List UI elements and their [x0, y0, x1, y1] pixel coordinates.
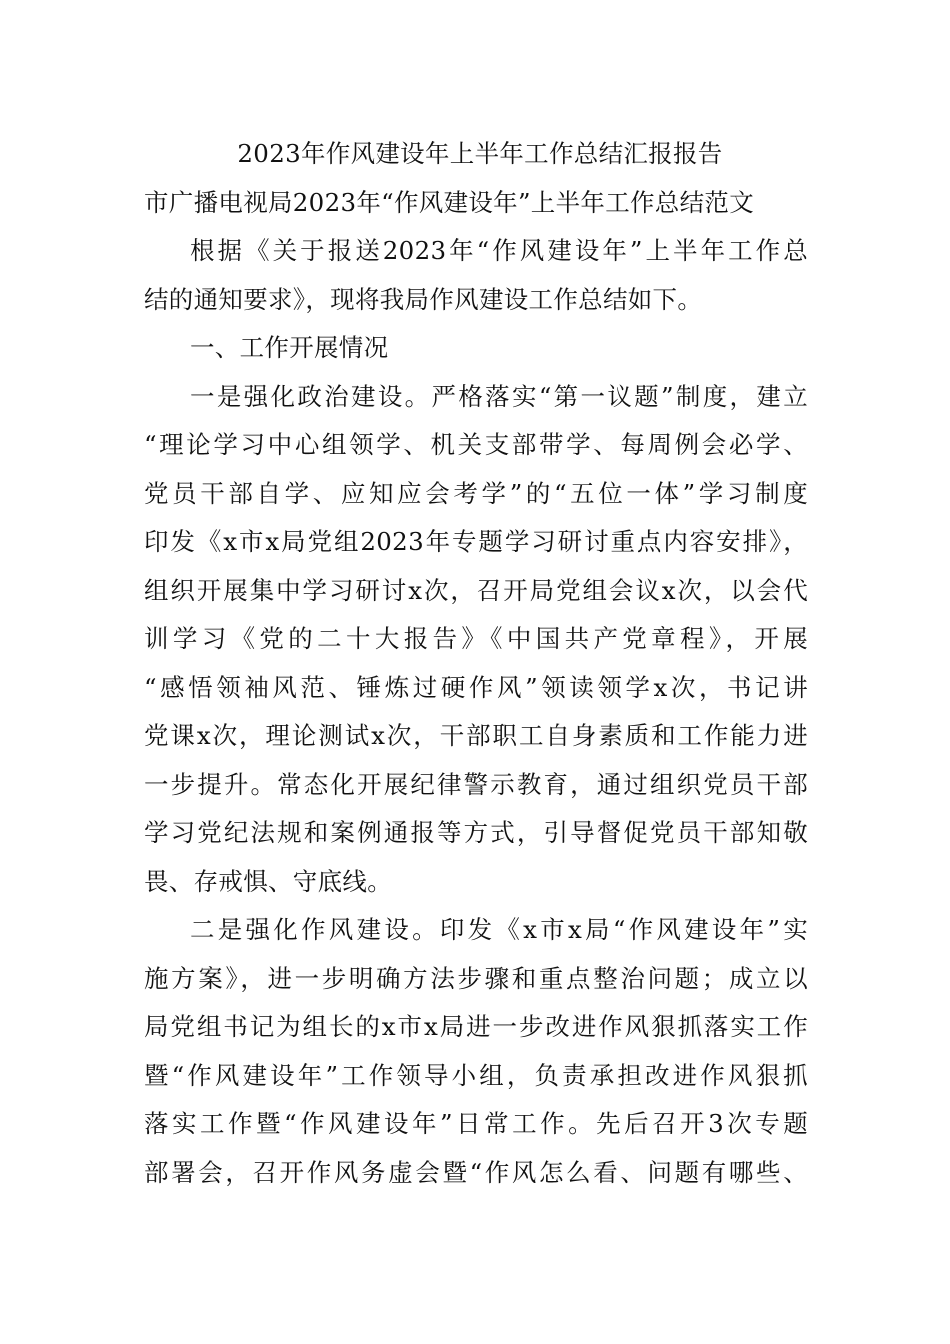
paragraph-line: 训学习《党的二十大报告》《中国共产党章程》，开展 [144, 624, 808, 653]
paragraph-line: 结的通知要求》，现将我局作风建设工作总结如下。 [144, 284, 703, 314]
paragraph-line: “感悟领袖风范、锤炼过硬作风”领读领学x次，书记讲 [144, 672, 808, 702]
paragraph-line: 学习党纪法规和案例通报等方式，引导督促党员干部知敬 [144, 818, 808, 847]
paragraph-line: 组织开展集中学习研讨x次，召开局党组会议x次，以会代 [144, 575, 808, 605]
paragraph-line: 党员干部自学、应知应会考学”的“五位一体”学习制度 [144, 478, 808, 508]
document-body [144, 130, 808, 1197]
paragraph-line: 印发《x市x局党组2023年专题学习研讨重点内容安排》， [144, 527, 808, 556]
paragraph-line: 局党组书记为组长的x市x局进一步改进作风狠抓落实工作 [144, 1012, 808, 1041]
section-heading: 一、工作开展情况 [190, 333, 389, 362]
paragraph-line: 根据《关于报送2023年“作风建设年”上半年工作总 [190, 236, 808, 265]
paragraph-line: 党课x次，理论测试x次，干部职工自身素质和工作能力进 [144, 721, 808, 750]
document-title: 2023年作风建设年上半年工作总结汇报报告 [237, 139, 723, 168]
paragraph-line: 二是强化作风建设。印发《x市x局“作风建设年”实 [190, 915, 808, 944]
paragraph-line: 一步提升。常态化开展纪律警示教育，通过组织党员干部 [144, 769, 808, 799]
paragraph-line: 落实工作暨“作风建设年”日常工作。先后召开3次专题 [144, 1109, 808, 1138]
document-subtitle: 市广播电视局2023年“作风建设年”上半年工作总结范文 [144, 187, 754, 217]
paragraph-line: 部署会，召开作风务虚会暨“作风怎么看、问题有哪些、 [144, 1157, 808, 1187]
paragraph-line: 施方案》，进一步明确方法步骤和重点整治问题；成立以 [144, 963, 808, 993]
paragraph-line: 畏、存戒惧、守底线。 [144, 866, 392, 896]
paragraph-line: 暨“作风建设年”工作领导小组，负责承担改进作风狠抓 [144, 1060, 808, 1090]
paragraph-line: 一是强化政治建设。严格落实“第一议题”制度，建立 [190, 381, 808, 411]
paragraph-line: “理论学习中心组领学、机关支部带学、每周例会必学、 [144, 430, 808, 459]
